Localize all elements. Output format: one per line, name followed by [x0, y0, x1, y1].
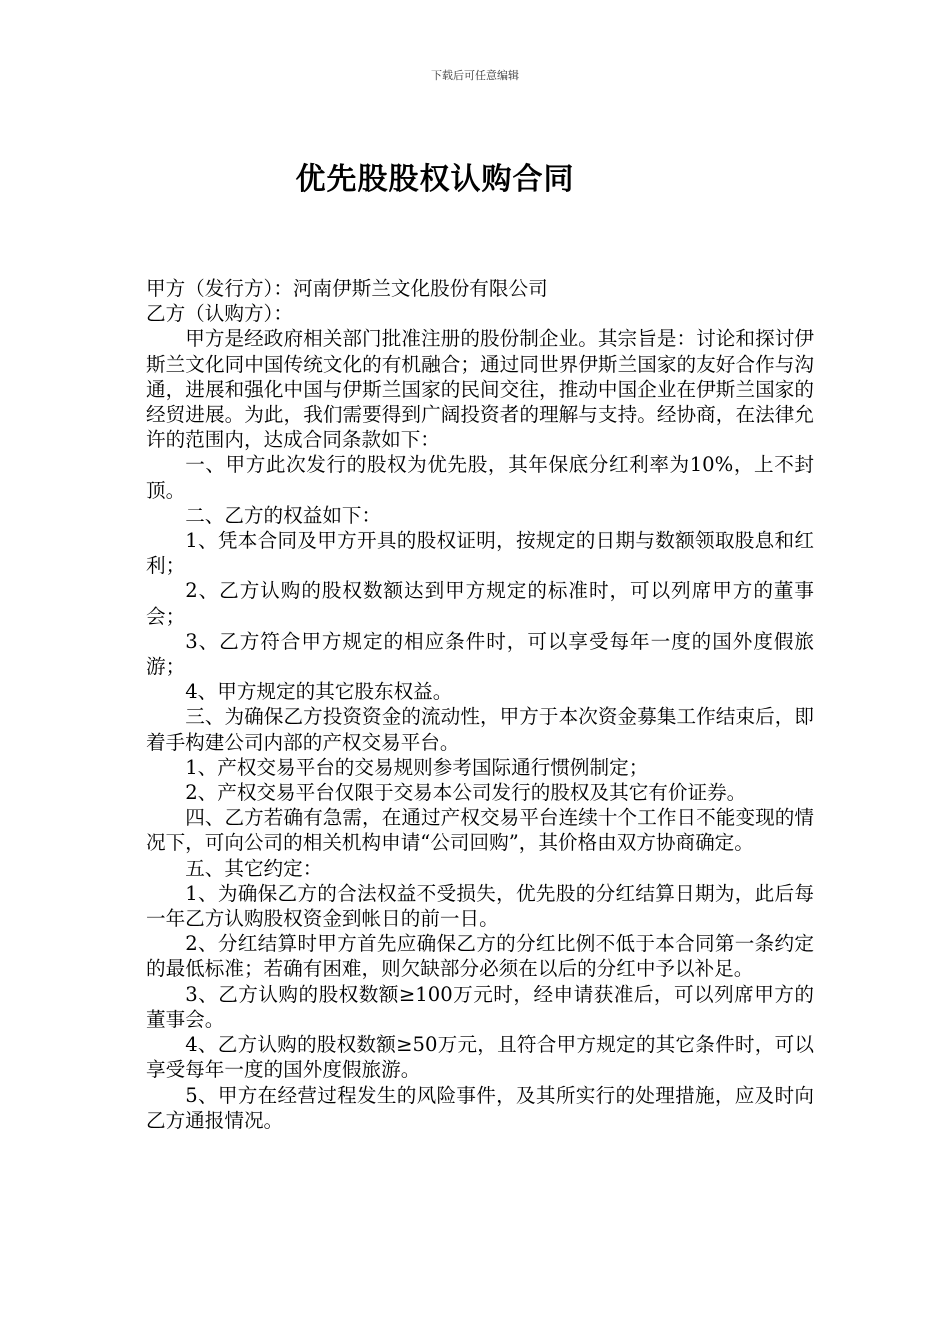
paragraph-clause-3-item-2: 2、产权交易平台仅限于交易本公司发行的股权及其它有价证券。: [185, 781, 747, 805]
paragraph-clause-3-item-1: 1、产权交易平台的交易规则参考国际通行惯例制定；: [185, 755, 649, 779]
paragraph-clause-2-item-1: 1、凭本合同及甲方开具的股权证明，按规定的日期与数额领取股息和红利；: [146, 529, 814, 578]
paragraph-clause-2-item-2: 2、乙方认购的股权数额达到甲方规定的标准时，可以列席甲方的董事会；: [146, 579, 814, 628]
paragraph-clause-2: 二、乙方的权益如下：: [185, 503, 382, 527]
paragraph-clause-5-item-1: 1、为确保乙方的合法权益不受损失，优先股的分红结算日期为，此后每一年乙方认购股权资金到帐日的前一日。: [146, 881, 814, 931]
party-b-line: 乙方（认购方）：: [146, 302, 293, 326]
paragraph-clause-2-item-4: 4、甲方规定的其它股东权益。: [185, 680, 453, 704]
paragraph-clause-5: 五、其它约定：: [185, 856, 323, 880]
contract-body: [146, 276, 814, 1133]
paragraph-clause-5-item-3: 3、乙方认购的股权数额≥100万元时，经申请获准后，可以列席甲方的董事会。: [146, 982, 814, 1031]
paragraph-clause-5-item-5: 5、甲方在经营过程发生的风险事件，及其所实行的处理措施，应及时向乙方通报情况。: [146, 1083, 814, 1132]
paragraph-clause-5-item-4: 4、乙方认购的股权数额≥50万元，且符合甲方规定的其它条件时，可以享受每年一度的国外度假旅游。: [146, 1033, 814, 1082]
paragraph-clause-1: 一、甲方此次发行的股权为优先股，其年保底分红利率为10%，上不封顶。: [146, 453, 814, 502]
paragraph-clause-4: 四、乙方若确有急需，在通过产权交易平台连续十个工作日不能变现的情况下，可向公司的相关机构申请“公司回购”，其价格由双方协商确定。: [146, 806, 814, 855]
party-a-line: 甲方（发行方）：河南伊斯兰文化股份有限公司: [146, 277, 548, 300]
paragraph-clause-5-item-2: 2、分红结算时甲方首先应确保乙方的分红比例不低于本合同第一条约定的最低标准；若确有困难，则欠缺部分必须在以后的分红中予以补足。: [146, 932, 814, 981]
header-note: 下载后可任意编辑: [431, 69, 519, 82]
paragraph-clause-3: 三、为确保乙方投资资金的流动性，甲方于本次资金募集工作结束后，即着手构建公司内部的产权交易平台。: [146, 705, 814, 754]
document-title: 优先股股权认购合同: [295, 162, 575, 197]
paragraph-clause-2-item-3: 3、乙方符合甲方规定的相应条件时，可以享受每年一度的国外度假旅游；: [146, 629, 814, 679]
paragraph-preamble: 甲方是经政府相关部门批准注册的股份制企业。其宗旨是：讨论和探讨伊斯兰文化同中国传统文化的有机融合；通过同世界伊斯兰国家的友好合作与沟通，进展和强化中国与伊斯兰国家的民间交往，推动中国企业在伊斯兰国家的经贸进展。为此，我们需要得到广阔投资者的理解与支持。经协商，在法律允许的范围内，达成合同条款如下：: [146, 327, 814, 452]
